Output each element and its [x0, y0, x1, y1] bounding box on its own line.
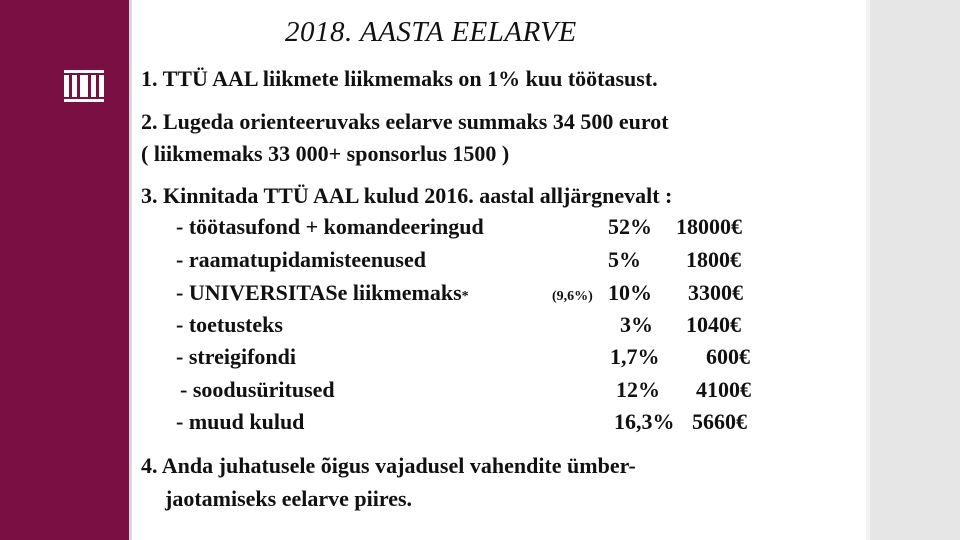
- budget-item-percent: 16,3%: [614, 409, 675, 434]
- budget-item-name: - UNIVERSITASe liikmemaks: [176, 280, 462, 305]
- university-columns-logo-icon: [64, 70, 104, 102]
- point-4-line-2: jaotamiseks eelarve piires.: [165, 486, 413, 511]
- slide-title: 2018. AASTA EELARVE: [285, 16, 577, 48]
- point-1: 1. TTÜ AAL liikmete liikmemaks on 1% kuu töötasust.: [141, 66, 658, 91]
- budget-item-name: - muud kulud: [176, 409, 305, 434]
- budget-item-name: - töötasufond + komandeeringud: [176, 214, 484, 239]
- budget-item-percent: 52%: [608, 214, 652, 239]
- budget-item-footnote-mark: *: [461, 289, 469, 304]
- budget-item-amount: 5660€: [692, 409, 747, 434]
- left-bar-edge: [129, 0, 132, 540]
- budget-item-name: - raamatupidamisteenused: [176, 247, 426, 272]
- budget-item-percent: 10%: [608, 280, 652, 305]
- budget-item-percent: 12%: [616, 377, 660, 402]
- point-3-heading: 3. Kinnitada TTÜ AAL kulud 2016. aastal alljärgnevalt :: [141, 183, 673, 208]
- budget-item-percent: 5%: [608, 247, 641, 272]
- budget-item-percent: 1,7%: [610, 344, 660, 369]
- budget-item-amount: 600€: [706, 344, 750, 369]
- point-2-line-1: 2. Lugeda orienteeruvaks eelarve summaks 34 500 eurot: [141, 109, 669, 134]
- budget-item-amount: 3300€: [688, 280, 743, 305]
- budget-item-name: - toetusteks: [176, 312, 283, 337]
- budget-item-name: - soodusüritused: [180, 377, 335, 402]
- budget-item-percent: 3%: [620, 312, 653, 337]
- budget-item-name: - streigifondi: [176, 344, 296, 369]
- budget-item-amount: 1040€: [686, 312, 741, 337]
- budget-item-amount: 4100€: [696, 377, 751, 402]
- budget-item-amount: 18000€: [676, 214, 742, 239]
- budget-item-note: (9,6%): [552, 289, 593, 304]
- right-side-bar: [870, 0, 960, 540]
- budget-item-name-universitas: [176, 280, 469, 310]
- budget-item-amount: 1800€: [686, 247, 741, 272]
- point-2-line-2: ( liikmemaks 33 000+ sponsorlus 1500 ): [141, 141, 510, 166]
- point-4-line-1: 4. Anda juhatusele õigus vajadusel vahendite ümber-: [141, 453, 636, 478]
